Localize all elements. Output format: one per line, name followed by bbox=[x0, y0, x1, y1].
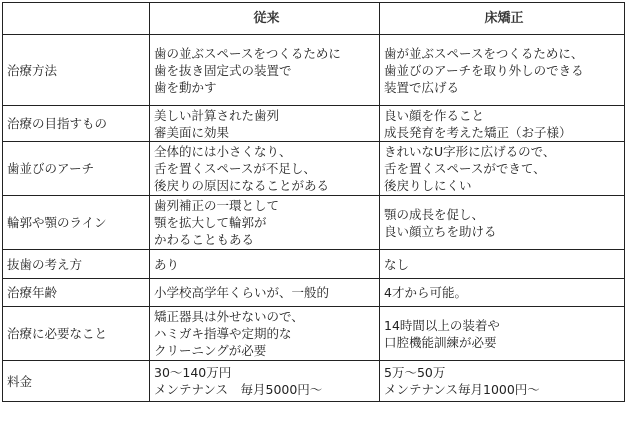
cell-text-line: かわることもある bbox=[154, 232, 255, 247]
row-label: 料金 bbox=[3, 361, 150, 402]
cell-text-line: 14時間以上の装着や bbox=[384, 317, 500, 333]
conventional-cell bbox=[150, 361, 380, 402]
conventional-cell bbox=[150, 307, 380, 361]
cell-text-line: 歯を動かす bbox=[154, 79, 217, 95]
cell-text-line: 歯並びのアーチを取り外しのできる bbox=[384, 62, 584, 78]
floor-correction-cell bbox=[380, 250, 625, 279]
table-row bbox=[3, 106, 625, 142]
cell-text-line: 顎を拡大して輪郭が bbox=[154, 215, 267, 230]
row-label: 治療年齢 bbox=[3, 279, 150, 307]
cell-text-line: 舌を置くスペースができて、 bbox=[384, 161, 546, 176]
conventional-cell bbox=[150, 196, 380, 250]
cell-text-line: 4才から可能。 bbox=[384, 285, 467, 300]
cell-text-line: 矯正器具は外せないので、 bbox=[154, 309, 304, 324]
cell-text-line: 顎の成長を促し、 bbox=[384, 206, 485, 222]
conventional-cell bbox=[150, 106, 380, 142]
table-row bbox=[3, 250, 625, 279]
cell-text-line: 歯を抜き固定式の装置で bbox=[154, 62, 292, 78]
floor-correction-cell bbox=[380, 106, 625, 142]
cell-text-line: なし bbox=[384, 256, 410, 272]
table-row bbox=[3, 279, 625, 307]
cell-text-line: 良い顔立ちを助ける bbox=[384, 223, 497, 239]
cell-text-line: 歯が並ぶスペースをつくるために、 bbox=[384, 45, 584, 61]
cell-text-line: メンテナンス 毎月5000円〜 bbox=[154, 382, 323, 397]
table-row bbox=[3, 196, 625, 250]
comparison-table bbox=[2, 2, 625, 402]
conventional-cell bbox=[150, 142, 380, 196]
header-row bbox=[3, 3, 625, 35]
row-label: 治療方法 bbox=[3, 35, 150, 106]
cell-text-line: 成長発育を考えた矯正（お子様） bbox=[384, 124, 572, 140]
table-row bbox=[3, 35, 625, 106]
cell-text-line: 30〜140万円 bbox=[154, 365, 232, 380]
cell-text-line: 歯列補正の一環として bbox=[154, 198, 280, 213]
floor-correction-cell bbox=[380, 307, 625, 361]
row-label: 歯並びのアーチ bbox=[3, 142, 150, 196]
header-floor-correction: 床矯正 bbox=[380, 3, 625, 35]
conventional-cell bbox=[150, 279, 380, 307]
floor-correction-cell bbox=[380, 279, 625, 307]
cell-text-line: ハミガキ指導や定期的な bbox=[154, 326, 292, 341]
table-row bbox=[3, 307, 625, 361]
table-row bbox=[3, 361, 625, 402]
cell-text-line: きれいなU字形に広げるので、 bbox=[384, 144, 556, 159]
cell-text-line: 全体的には小さくなり、 bbox=[154, 144, 292, 159]
row-label: 抜歯の考え方 bbox=[3, 250, 150, 279]
cell-text-line: 美しい計算された歯列 bbox=[154, 107, 280, 123]
floor-correction-cell bbox=[380, 361, 625, 402]
row-label: 治療の目指すもの bbox=[3, 106, 150, 142]
cell-text-line: 後戻りの原因になることがある bbox=[154, 178, 330, 193]
conventional-cell bbox=[150, 35, 380, 106]
cell-text-line: クリーニングが必要 bbox=[154, 343, 267, 358]
cell-text-line: 小学校高学年くらいが、一般的 bbox=[154, 285, 330, 300]
header-conventional: 従来 bbox=[150, 3, 380, 35]
cell-text-line: 良い顔を作ること bbox=[384, 107, 485, 123]
floor-correction-cell bbox=[380, 142, 625, 196]
cell-text-line: 後戻りしにくい bbox=[384, 178, 472, 193]
cell-text-line: 舌を置くスペースが不足し、 bbox=[154, 161, 316, 176]
cell-text-line: 審美面に効果 bbox=[154, 124, 230, 140]
cell-text-line: あり bbox=[154, 256, 180, 272]
table-row bbox=[3, 142, 625, 196]
conventional-cell bbox=[150, 250, 380, 279]
cell-text-line: 5万〜50万 bbox=[384, 365, 446, 380]
row-label: 治療に必要なこと bbox=[3, 307, 150, 361]
cell-text-line: メンテナンス毎月1000円〜 bbox=[384, 382, 540, 397]
floor-correction-cell bbox=[380, 35, 625, 106]
row-label: 輪郭や顎のライン bbox=[3, 196, 150, 250]
floor-correction-cell bbox=[380, 196, 625, 250]
cell-text-line: 口腔機能訓練が必要 bbox=[384, 334, 497, 350]
cell-text-line: 歯の並ぶスペースをつくるために bbox=[154, 45, 341, 61]
cell-text-line: 装置で広げる bbox=[384, 79, 460, 95]
header-empty-cell bbox=[3, 3, 150, 35]
